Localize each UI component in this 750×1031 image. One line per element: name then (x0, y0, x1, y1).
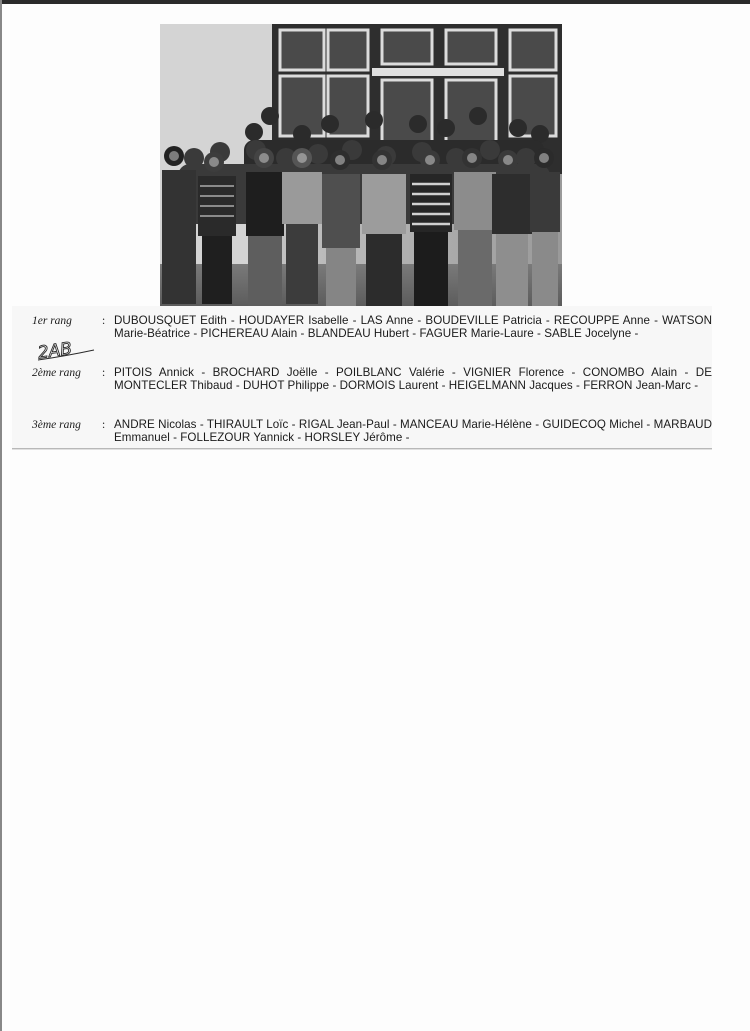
page-left-edge (0, 0, 2, 1031)
label-colon: : (102, 315, 106, 327)
row-names-1: DUBOUSQUET Edith - HOUDAYER Isabelle - LAS Anne - BOUDEVILLE Patricia - RECOUPPE Anne - WATSON Marie-Béatrice - PICHEREAU Alain - BLANDEAU Hubert - FAGUER Marie-Laure - SABLE Jocelyne - (114, 314, 712, 340)
row-label-2: 2ème rang (32, 367, 81, 379)
row-label-1: 1er rang (32, 315, 72, 327)
label-colon: : (102, 419, 106, 431)
label-colon: : (102, 367, 106, 379)
class-group-photo (160, 24, 562, 309)
row-label-3: 3ème rang (32, 419, 81, 431)
handwritten-class-note (36, 334, 98, 364)
row-names-2: PITOIS Annick - BROCHARD Joëlle - POILBLANC Valérie - VIGNIER Florence - CONOMBO Alain - DE MONTECLER Thibaud - DUHOT Philippe - DORMOIS Laurent - HEIGELMANN Jacques - FERRON Jean-Marc - (114, 366, 712, 392)
row-names-3: ANDRE Nicolas - THIRAULT Loïc - RIGAL Jean-Paul - MANCEAU Marie-Hélène - GUIDECOQ Michel - MARBAUD Emmanuel - FOLLEZOUR Yannick - HORSLEY Jérôme - (114, 418, 712, 444)
handwritten-text: 2AB (36, 338, 74, 364)
page-top-edge (0, 0, 750, 4)
